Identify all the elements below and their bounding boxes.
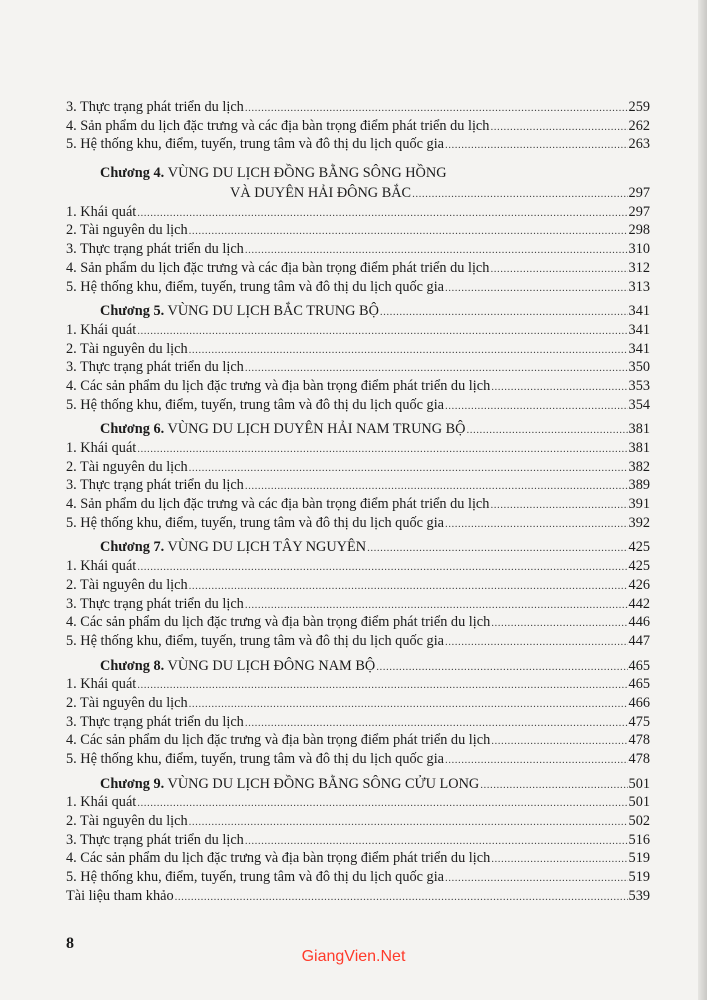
leader-dots bbox=[445, 139, 628, 151]
toc-entry-page: 310 bbox=[628, 241, 650, 258]
toc-entry-page: 502 bbox=[628, 813, 650, 830]
toc-entry[interactable] bbox=[66, 714, 650, 733]
toc-entry-label: 3. Thực trạng phát triển du lịch bbox=[66, 359, 244, 376]
table-of-contents bbox=[66, 99, 650, 907]
toc-entry-label: 4. Sản phẩm du lịch đặc trưng và các địa bàn trọng điểm phát triển du lịch bbox=[66, 117, 490, 134]
leader-dots bbox=[480, 779, 627, 791]
chapter-title-continued: VÀ DUYÊN HẢI ĐÔNG BẮC bbox=[230, 185, 412, 202]
leader-dots bbox=[189, 462, 628, 474]
chapter-8-heading[interactable] bbox=[66, 658, 650, 677]
toc-entry[interactable] bbox=[66, 695, 650, 714]
toc-entry[interactable] bbox=[66, 596, 650, 615]
toc-entry-page: 478 bbox=[628, 751, 650, 767]
leader-dots bbox=[445, 518, 628, 530]
toc-entry-label: 4. Các sản phẩm du lịch đặc trưng và địa bàn trọng điểm phát triển du lịch bbox=[66, 614, 491, 631]
toc-entry-page: 353 bbox=[628, 377, 650, 394]
toc-entry[interactable] bbox=[66, 577, 650, 596]
toc-entry[interactable] bbox=[66, 633, 650, 652]
toc-entry-label: 1. Khái quát bbox=[66, 440, 137, 456]
toc-entry-page: 392 bbox=[628, 514, 650, 531]
leader-dots bbox=[189, 580, 628, 592]
leader-dots bbox=[491, 617, 627, 629]
toc-entry-page: 519 bbox=[628, 869, 650, 886]
leader-dots bbox=[491, 735, 627, 747]
leader-dots bbox=[245, 599, 628, 611]
toc-entry-label: 1. Khái quát bbox=[66, 203, 137, 220]
chapter-prefix: Chương 6. bbox=[100, 421, 165, 438]
toc-entry-page: 312 bbox=[628, 259, 650, 276]
toc-entry-label: 1. Khái quát bbox=[66, 676, 137, 693]
toc-entry[interactable] bbox=[66, 477, 650, 496]
toc-entry[interactable] bbox=[66, 676, 650, 695]
leader-dots bbox=[245, 102, 628, 114]
toc-entry-label: Tài liệu tham khảo bbox=[66, 887, 174, 904]
toc-entry-page: 501 bbox=[628, 794, 650, 811]
toc-entry-label: 4. Sản phẩm du lịch đặc trưng và các địa bàn trọng điểm phát triển du lịch bbox=[66, 259, 490, 276]
toc-entry[interactable] bbox=[66, 260, 650, 279]
toc-entry-label: 4. Các sản phẩm du lịch đặc trưng và địa bàn trọng điểm phát triển du lịch bbox=[66, 732, 491, 749]
toc-entry[interactable] bbox=[66, 341, 650, 360]
toc-entry-page: 341 bbox=[628, 321, 650, 338]
toc-entry[interactable] bbox=[66, 496, 650, 515]
leader-dots bbox=[490, 263, 627, 275]
toc-entry[interactable] bbox=[66, 279, 650, 298]
chapter-title: VÙNG DU LỊCH DUYÊN HẢI NAM TRUNG BỘ bbox=[167, 421, 466, 438]
toc-entry-page: 391 bbox=[628, 496, 650, 513]
toc-entry-label: 4. Các sản phẩm du lịch đặc trưng và địa bàn trọng điểm phát triển du lịch bbox=[66, 377, 491, 394]
toc-entry-label: 3. Thực trạng phát triển du lịch bbox=[66, 241, 244, 258]
leader-dots bbox=[367, 542, 627, 554]
toc-entry-page: 259 bbox=[628, 99, 650, 115]
toc-entry-page: 466 bbox=[628, 694, 650, 711]
toc-entry-page: 262 bbox=[628, 117, 650, 134]
chapter-6-heading[interactable] bbox=[66, 421, 650, 440]
toc-entry[interactable] bbox=[66, 732, 650, 751]
leader-dots bbox=[466, 424, 627, 436]
chapter-7-heading[interactable] bbox=[66, 539, 650, 558]
toc-entry-page: 313 bbox=[628, 278, 650, 295]
leader-dots bbox=[137, 561, 627, 573]
page-edge-shadow bbox=[698, 0, 707, 1000]
toc-entry-page: 381 bbox=[628, 440, 650, 456]
toc-entry-label: 2. Tài nguyên du lịch bbox=[66, 694, 188, 711]
chapter-page: 381 bbox=[628, 421, 650, 438]
leader-dots bbox=[189, 698, 628, 710]
toc-entry[interactable] bbox=[66, 794, 650, 813]
toc-entry[interactable] bbox=[66, 99, 650, 118]
toc-entry-label: 3. Thực trạng phát triển du lịch bbox=[66, 831, 244, 848]
toc-entry-page: 426 bbox=[628, 576, 650, 593]
leader-dots bbox=[445, 636, 628, 648]
toc-entry[interactable] bbox=[66, 322, 650, 341]
toc-entry[interactable] bbox=[66, 813, 650, 832]
toc-entry[interactable] bbox=[66, 459, 650, 478]
toc-entry[interactable] bbox=[66, 614, 650, 633]
chapter-title: VÙNG DU LỊCH ĐÔNG NAM BỘ bbox=[167, 657, 376, 674]
toc-entry-page: 341 bbox=[628, 340, 650, 357]
chapter-prefix: Chương 9. bbox=[100, 775, 165, 792]
leader-dots bbox=[490, 499, 627, 511]
toc-entry-page: 389 bbox=[628, 477, 650, 494]
toc-entry[interactable] bbox=[66, 832, 650, 851]
toc-entry[interactable] bbox=[66, 440, 650, 459]
chapter-page: 501 bbox=[628, 775, 650, 792]
toc-entry[interactable] bbox=[66, 204, 650, 223]
toc-entry-label: 5. Hệ thống khu, điểm, tuyến, trung tâm và đô thị du lịch quốc gia bbox=[66, 514, 445, 531]
toc-entry-label: 2. Tài nguyên du lịch bbox=[66, 340, 188, 357]
toc-entry[interactable] bbox=[66, 359, 650, 378]
toc-entry-label: 2. Tài nguyên du lịch bbox=[66, 222, 188, 239]
toc-entry-label: 5. Hệ thống khu, điểm, tuyến, trung tâm và đô thị du lịch quốc gia bbox=[66, 751, 445, 767]
chapter-prefix: Chương 5. bbox=[100, 303, 165, 320]
toc-entry-label: 2. Tài nguyên du lịch bbox=[66, 458, 188, 475]
toc-entry-page: 539 bbox=[628, 887, 650, 904]
chapter-prefix: Chương 7. bbox=[100, 539, 165, 556]
chapter-title: VÙNG DU LỊCH ĐỒNG BẰNG SÔNG HỒNG bbox=[167, 165, 447, 182]
leader-dots bbox=[245, 244, 628, 256]
toc-entry-label: 1. Khái quát bbox=[66, 558, 137, 575]
leader-dots bbox=[491, 381, 627, 393]
toc-entry-page: 519 bbox=[628, 850, 650, 867]
toc-entry-label: 5. Hệ thống khu, điểm, tuyến, trung tâm và đô thị du lịch quốc gia bbox=[66, 632, 445, 649]
toc-entry[interactable] bbox=[66, 241, 650, 260]
chapter-title: VÙNG DU LỊCH BẮC TRUNG BỘ bbox=[167, 303, 379, 320]
toc-entry-page: 442 bbox=[628, 595, 650, 612]
toc-entry-label: 4. Các sản phẩm du lịch đặc trưng và địa bàn trọng điểm phát triển du lịch bbox=[66, 850, 491, 867]
toc-entry-references[interactable] bbox=[66, 888, 650, 907]
leader-dots bbox=[376, 661, 627, 673]
toc-entry-label: 1. Khái quát bbox=[66, 321, 137, 338]
leader-dots bbox=[137, 207, 627, 219]
toc-entry-label: 3. Thực trạng phát triển du lịch bbox=[66, 99, 244, 115]
leader-dots bbox=[137, 679, 627, 691]
leader-dots bbox=[245, 362, 628, 374]
toc-entry-page: 382 bbox=[628, 458, 650, 475]
chapter-prefix: Chương 8. bbox=[100, 657, 165, 674]
toc-entry[interactable] bbox=[66, 558, 650, 577]
toc-entry-page: 516 bbox=[628, 831, 650, 848]
watermark: GiangVien.Net bbox=[301, 948, 406, 965]
chapter-5-heading[interactable] bbox=[66, 303, 650, 322]
chapter-4-heading-line2[interactable] bbox=[66, 185, 650, 204]
page-number: 8 bbox=[66, 935, 74, 952]
leader-dots bbox=[189, 225, 628, 237]
toc-entry-label: 3. Thực trạng phát triển du lịch bbox=[66, 477, 244, 494]
leader-dots bbox=[189, 344, 628, 356]
leader-dots bbox=[245, 835, 628, 847]
toc-entry-page: 350 bbox=[628, 359, 650, 376]
chapter-prefix: Chương 4. bbox=[100, 165, 165, 182]
leader-dots bbox=[445, 400, 628, 412]
toc-entry-label: 1. Khái quát bbox=[66, 794, 137, 811]
chapter-page: 465 bbox=[628, 657, 650, 674]
leader-dots bbox=[445, 282, 628, 294]
leader-dots bbox=[245, 480, 628, 492]
toc-entry-page: 465 bbox=[628, 676, 650, 693]
toc-entry-label: 4. Sản phẩm du lịch đặc trưng và các địa bàn trọng điểm phát triển du lịch bbox=[66, 496, 490, 513]
toc-entry[interactable] bbox=[66, 751, 650, 770]
toc-entry[interactable] bbox=[66, 850, 650, 869]
leader-dots bbox=[445, 754, 628, 766]
chapter-4-heading[interactable] bbox=[66, 165, 650, 185]
toc-entry[interactable] bbox=[66, 378, 650, 397]
chapter-title: VÙNG DU LỊCH TÂY NGUYÊN bbox=[167, 539, 367, 556]
leader-dots bbox=[137, 443, 627, 455]
toc-entry-label: 2. Tài nguyên du lịch bbox=[66, 813, 188, 830]
toc-entry-page: 425 bbox=[628, 558, 650, 575]
toc-entry-page: 478 bbox=[628, 732, 650, 749]
leader-dots bbox=[137, 797, 627, 809]
chapter-page: 425 bbox=[628, 539, 650, 556]
chapter-title: VÙNG DU LỊCH ĐỒNG BẰNG SÔNG CỬU LONG bbox=[167, 775, 480, 792]
toc-entry-label: 3. Thực trạng phát triển du lịch bbox=[66, 595, 244, 612]
toc-entry[interactable] bbox=[66, 869, 650, 888]
toc-entry[interactable] bbox=[66, 118, 650, 137]
toc-entry-page: 446 bbox=[628, 614, 650, 631]
toc-entry-page: 298 bbox=[628, 222, 650, 239]
toc-entry-label: 5. Hệ thống khu, điểm, tuyến, trung tâm và đô thị du lịch quốc gia bbox=[66, 278, 445, 295]
toc-entry-label: 5. Hệ thống khu, điểm, tuyến, trung tâm và đô thị du lịch quốc gia bbox=[66, 136, 445, 153]
leader-dots bbox=[412, 188, 627, 200]
toc-entry-page: 447 bbox=[628, 632, 650, 649]
chapter-page: 341 bbox=[628, 303, 650, 320]
chapter-9-heading[interactable] bbox=[66, 776, 650, 795]
leader-dots bbox=[189, 816, 628, 828]
toc-entry-page: 475 bbox=[628, 713, 650, 730]
leader-dots bbox=[490, 121, 627, 133]
leader-dots bbox=[491, 853, 627, 865]
toc-entry-label: 3. Thực trạng phát triển du lịch bbox=[66, 713, 244, 730]
leader-dots bbox=[245, 717, 628, 729]
leader-dots bbox=[380, 306, 628, 318]
toc-entry[interactable] bbox=[66, 136, 650, 155]
toc-entry-label: 5. Hệ thống khu, điểm, tuyến, trung tâm và đô thị du lịch quốc gia bbox=[66, 396, 445, 413]
chapter-page: 297 bbox=[628, 185, 650, 202]
toc-entry-label: 2. Tài nguyên du lịch bbox=[66, 576, 188, 593]
leader-dots bbox=[137, 325, 627, 337]
toc-entry-label: 5. Hệ thống khu, điểm, tuyến, trung tâm và đô thị du lịch quốc gia bbox=[66, 869, 445, 886]
toc-entry-page: 354 bbox=[628, 396, 650, 413]
toc-entry-page: 263 bbox=[628, 136, 650, 153]
leader-dots bbox=[445, 872, 628, 884]
toc-entry-page: 297 bbox=[628, 203, 650, 220]
toc-entry[interactable] bbox=[66, 515, 650, 534]
toc-entry[interactable] bbox=[66, 397, 650, 416]
toc-entry[interactable] bbox=[66, 222, 650, 241]
leader-dots bbox=[175, 891, 628, 903]
